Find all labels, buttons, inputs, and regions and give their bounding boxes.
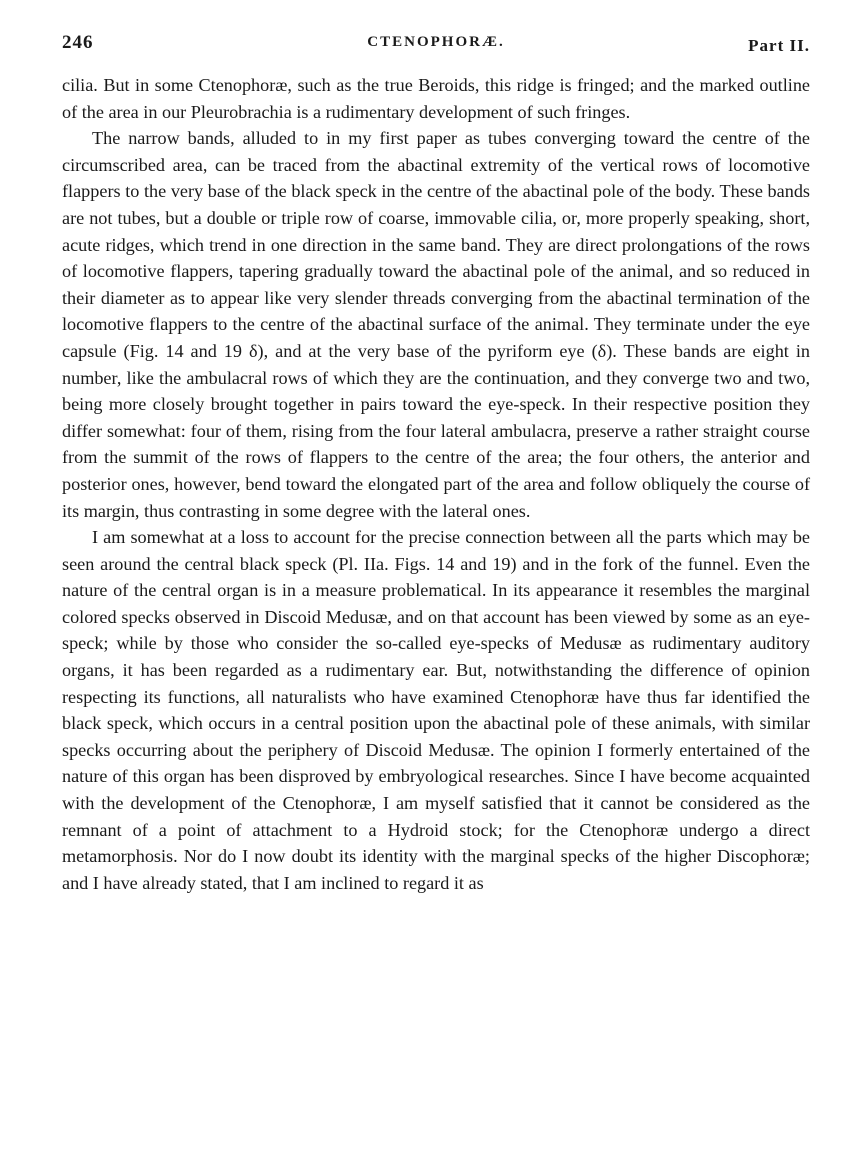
running-title: CTENOPHORÆ.: [367, 34, 505, 50]
page-number: 246: [62, 32, 94, 53]
body-text: [62, 72, 810, 896]
paragraph-3: I am somewhat at a loss to account for the precise connection between all the parts which may be seen around the central black speck (Pl. IIa. Figs. 14 and 19) and in the fork of the funnel. Even the nature of the central organ is in a measure problematical. In its appearance it resembles the marginal colored specks observed in Discoid Medusæ, and on that account has been viewed by some as an eye-speck; while by those who consider the so-called eye-specks of Medusæ as rudimentary auditory organs, it has been regarded as a rudimentary ear. But, notwithstanding the difference of opinion respecting its functions, all naturalists who have examined Ctenophoræ have thus far identified the black speck, which occurs in a central position upon the abactinal pole of these animals, with similar specks occurring about the periphery of Discoid Medusæ. The opinion I formerly entertained of the nature of this organ has been disproved by embryological researches. Since I have become acquainted with the development of the Ctenophoræ, I am myself satisfied that it cannot be considered as the remnant of a point of attachment to a Hydroid stock; for the Ctenophoræ undergo a direct metamorphosis. Nor do I now doubt its identity with the marginal specks of the higher Discophoræ; and I have already stated, that I am inclined to regard it as: [62, 527, 810, 893]
paragraph-1: cilia. But in some Ctenophoræ, such as the true Beroids, this ridge is fringed; and the marked outline of the area in our Pleurobrachia is a rudimentary development of such fringes.: [62, 75, 810, 122]
part-label: Part II.: [748, 36, 810, 55]
page-header: [62, 28, 810, 62]
paragraph-2: The narrow bands, alluded to in my first paper as tubes converging toward the centre of the circumscribed area, can be traced from the abactinal extremity of the vertical rows of locomotive flappers to the very base of the black speck in the centre of the abactinal pole of the body. These bands are not tubes, but a double or triple row of coarse, immovable cilia, or, more properly speaking, short, acute ridges, which trend in one direction in the same band. They are direct prolongations of the rows of locomotive flappers, tapering gradually toward the abactinal pole of the animal, and so reduced in their diameter as to appear like very slender threads converging from the abactinal termination of the locomotive flappers to the centre of the abactinal surface of the animal. They terminate under the eye capsule (Fig. 14 and 19 δ), and at the very base of the pyriform eye (δ). These bands are eight in number, like the ambulacral rows of which they are the continuation, and they converge two and two, being more closely brought together in pairs toward the eye-speck. In their respective position they differ somewhat: four of them, rising from the four lateral ambulacra, preserve a rather straight course from the summit of the rows of flappers to the centre of the area; the four others, the anterior and posterior ones, however, bend toward the elongated part of the area and follow obliquely the course of its margin, thus contrasting in some degree with the lateral ones.: [62, 128, 810, 521]
document-page: [62, 28, 810, 896]
